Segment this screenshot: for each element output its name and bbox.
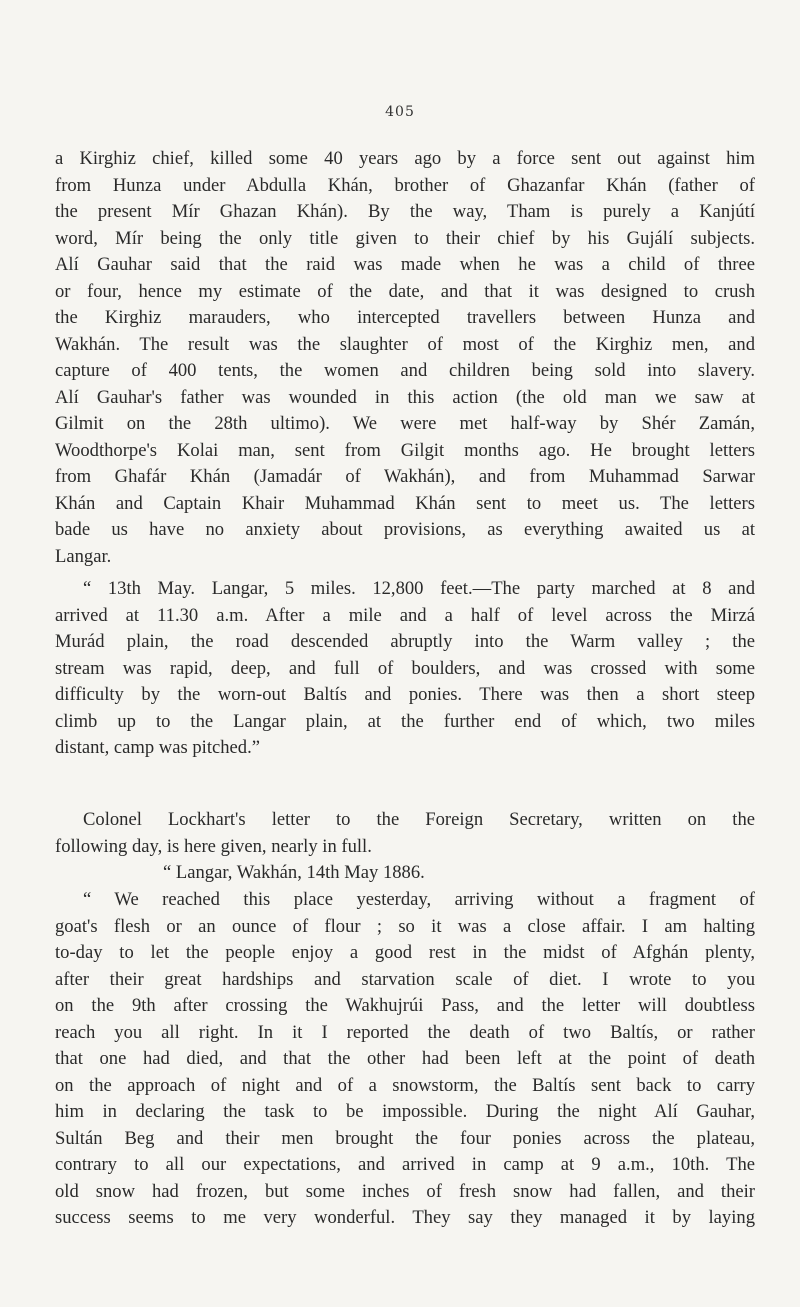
text-line: following day, is here given, nearly in full.: [55, 835, 372, 857]
text-line: Khán and Captain Khair Muhammad Khán sent to meet us. The letters: [55, 492, 755, 514]
text-line: Alí Gauhar's father was wounded in this action (the old man we saw at: [55, 386, 755, 408]
text-line: word, Mír being the only title given to their chief by his Gujálí subjects.: [55, 227, 755, 249]
text-line: stream was rapid, deep, and full of boulders, and was crossed with some: [55, 657, 755, 679]
text-line: Wakhán. The result was the slaughter of most of the Kirghiz men, and: [55, 333, 755, 355]
text-line: Murád plain, the road descended abruptly into the Warm valley ; the: [55, 631, 755, 652]
text-line: Colonel Lockhart's letter to the Foreign Secretary, written on the: [83, 809, 755, 830]
text-line: after their great hardships and starvation scale of diet. I wrote to you: [55, 968, 755, 990]
text-line: Woodthorpe's Kolai man, sent from Gilgit months ago. He brought letters: [55, 439, 755, 461]
letter-dateline: [55, 860, 755, 887]
text-line: him in declaring the task to be impossible. During the night Alí Gauhar,: [55, 1101, 755, 1122]
text-line: capture of 400 tents, the women and children being sold into slavery.: [55, 360, 755, 381]
text-line: Sultán Beg and their men brought the four ponies across the plateau,: [55, 1127, 755, 1149]
text-line: contrary to all our expectations, and arrived in camp at 9 a.m., 10th. The: [55, 1154, 755, 1175]
text-line: from Hunza under Abdulla Khán, brother of Ghazanfar Khán (father of: [55, 174, 755, 196]
text-line: success seems to me very wonderful. They say they managed it by laying: [55, 1207, 755, 1228]
text-line: on the approach of night and of a snowstorm, the Baltís sent back to carry: [55, 1074, 755, 1096]
text-line: on the 9th after crossing the Wakhujrúi Pass, and the letter will doubtless: [55, 995, 755, 1016]
text-line: Langar.: [55, 545, 112, 567]
text-line: to-day to let the people enjoy a good rest in the midst of Afghán plenty,: [55, 942, 755, 963]
text-line: climb up to the Langar plain, at the further end of which, two miles: [55, 710, 755, 732]
text-line: from Ghafár Khán (Jamadár of Wakhán), and from Muhammad Sarwar: [55, 466, 755, 487]
text-line: difficulty by the worn-out Baltís and ponies. There was then a short steep: [55, 684, 755, 705]
text-line: distant, camp was pitched.”: [55, 737, 260, 758]
text-line: the present Mír Ghazan Khán). By the way, Tham is purely a Kanjútí: [55, 201, 755, 222]
page-number: 405: [385, 104, 415, 120]
text-line: Gilmit on the 28th ultimo). We were met half-way by Shér Zamán,: [55, 413, 755, 434]
text-line: that one had died, and that the other had been left at the point of death: [55, 1048, 755, 1069]
text-line: a Kirghiz chief, killed some 40 years ago by a force sent out against him: [55, 148, 755, 169]
text-line: or four, hence my estimate of the date, and that it was designed to crush: [55, 280, 755, 302]
text-line: bade us have no anxiety about provisions, as everything awaited us at: [55, 519, 755, 540]
text-line: “ Langar, Wakhán, 14th May 1886.: [163, 862, 425, 883]
text-line: reach you all right. In it I reported the death of two Baltís, or rather: [55, 1021, 755, 1043]
paragraph-13th-may-diary: [55, 576, 755, 762]
text-line: old snow had frozen, but some inches of fresh snow had fallen, and their: [55, 1180, 755, 1202]
text-line: Alí Gauhar said that the raid was made when he was a child of three: [55, 254, 755, 275]
text-line: “ We reached this place yesterday, arriving without a fragment of: [83, 889, 755, 910]
paragraph-kirghiz-raid: [55, 146, 755, 570]
paragraph-lockhart-letter-intro: [55, 807, 755, 860]
text-line: “ 13th May. Langar, 5 miles. 12,800 feet.—The party marched at 8 and: [83, 578, 755, 599]
text-line: goat's flesh or an ounce of flour ; so it was a close affair. I am halting: [55, 915, 755, 937]
text-line: the Kirghiz marauders, who intercepted travellers between Hunza and: [55, 307, 755, 328]
text-line: arrived at 11.30 a.m. After a mile and a half of level across the Mirzá: [55, 604, 755, 626]
paragraph-letter-body: [55, 887, 755, 1232]
